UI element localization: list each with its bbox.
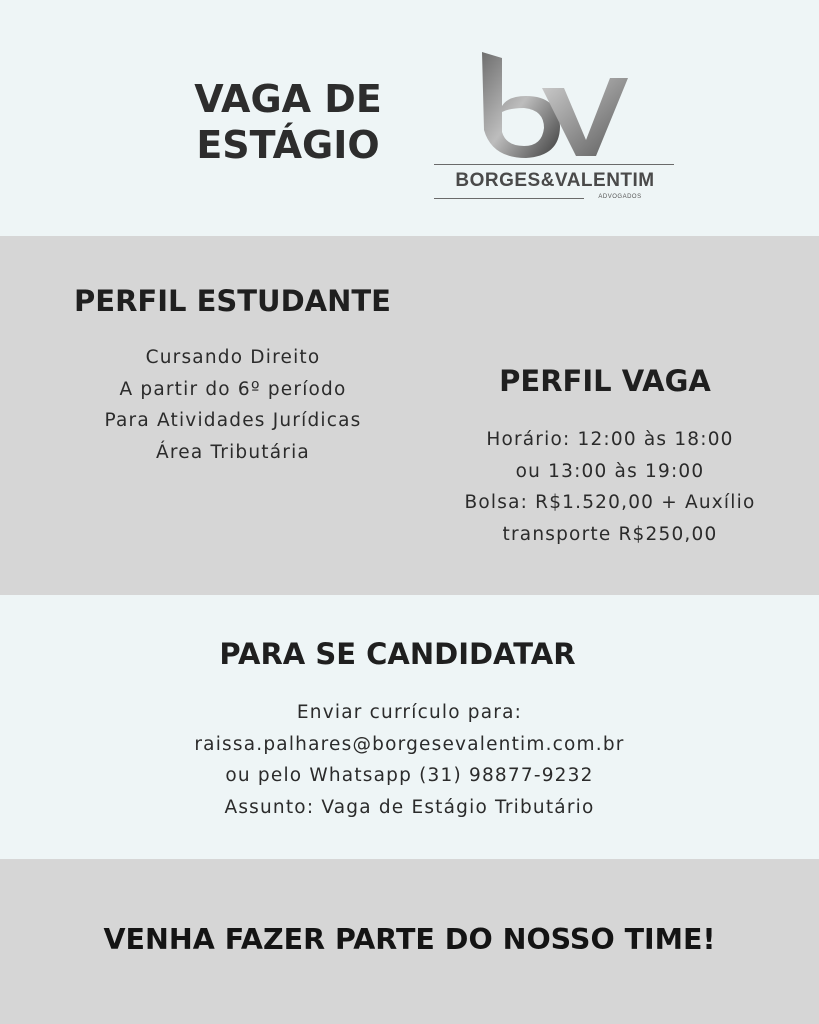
job-profile-line: transporte R$250,00 [502,523,718,545]
job-profile-line: Bolsa: R$1.520,00 + Auxílio [464,492,756,513]
student-profile-line: A partir do 6º período [119,378,347,400]
job-profile-line: ou 13:00 às 19:00 [515,460,705,482]
apply-email-link[interactable]: raissa.palhares@borgesevalentim.com.br [194,733,625,755]
page-title [178,76,398,168]
student-profile-heading: PERFIL ESTUDANTE [74,284,391,318]
student-profile-line: Área Tributária [156,441,310,463]
apply-whatsapp-line[interactable]: ou pelo Whatsapp (31) 98877-9232 [225,765,594,786]
apply-heading: PARA SE CANDIDATAR [219,637,576,671]
apply-list [0,697,819,823]
title-line-1: VAGA DE [194,77,382,121]
apply-line: Enviar currículo para: [296,702,523,723]
student-profile-line: Cursando Direito [145,347,321,368]
job-profile-line: Horário: 12:00 às 18:00 [486,429,734,450]
logo-rule-top [434,164,674,165]
company-logo [430,48,680,208]
footer-call-to-action: VENHA FAZER PARTE DO NOSSO TIME! [103,923,716,956]
profiles-section [0,236,819,595]
logo-rule-bottom [434,198,584,199]
footer-section [0,859,819,1024]
apply-section [0,595,819,859]
header-section [0,0,819,236]
title-line-2: ESTÁGIO [196,123,380,167]
job-profile-heading: PERFIL VAGA [499,364,711,398]
student-profile-list [58,342,408,468]
student-profile-line: Para Atividades Jurídicas [104,410,362,431]
bv-monogram-logo-icon [430,48,680,168]
job-profile-list [425,424,795,550]
logo-name: BORGES&VALENTIM [455,170,655,191]
apply-line: Assunto: Vaga de Estágio Tributário [224,796,595,818]
logo-subtitle: ADVOGADOS [598,194,642,200]
